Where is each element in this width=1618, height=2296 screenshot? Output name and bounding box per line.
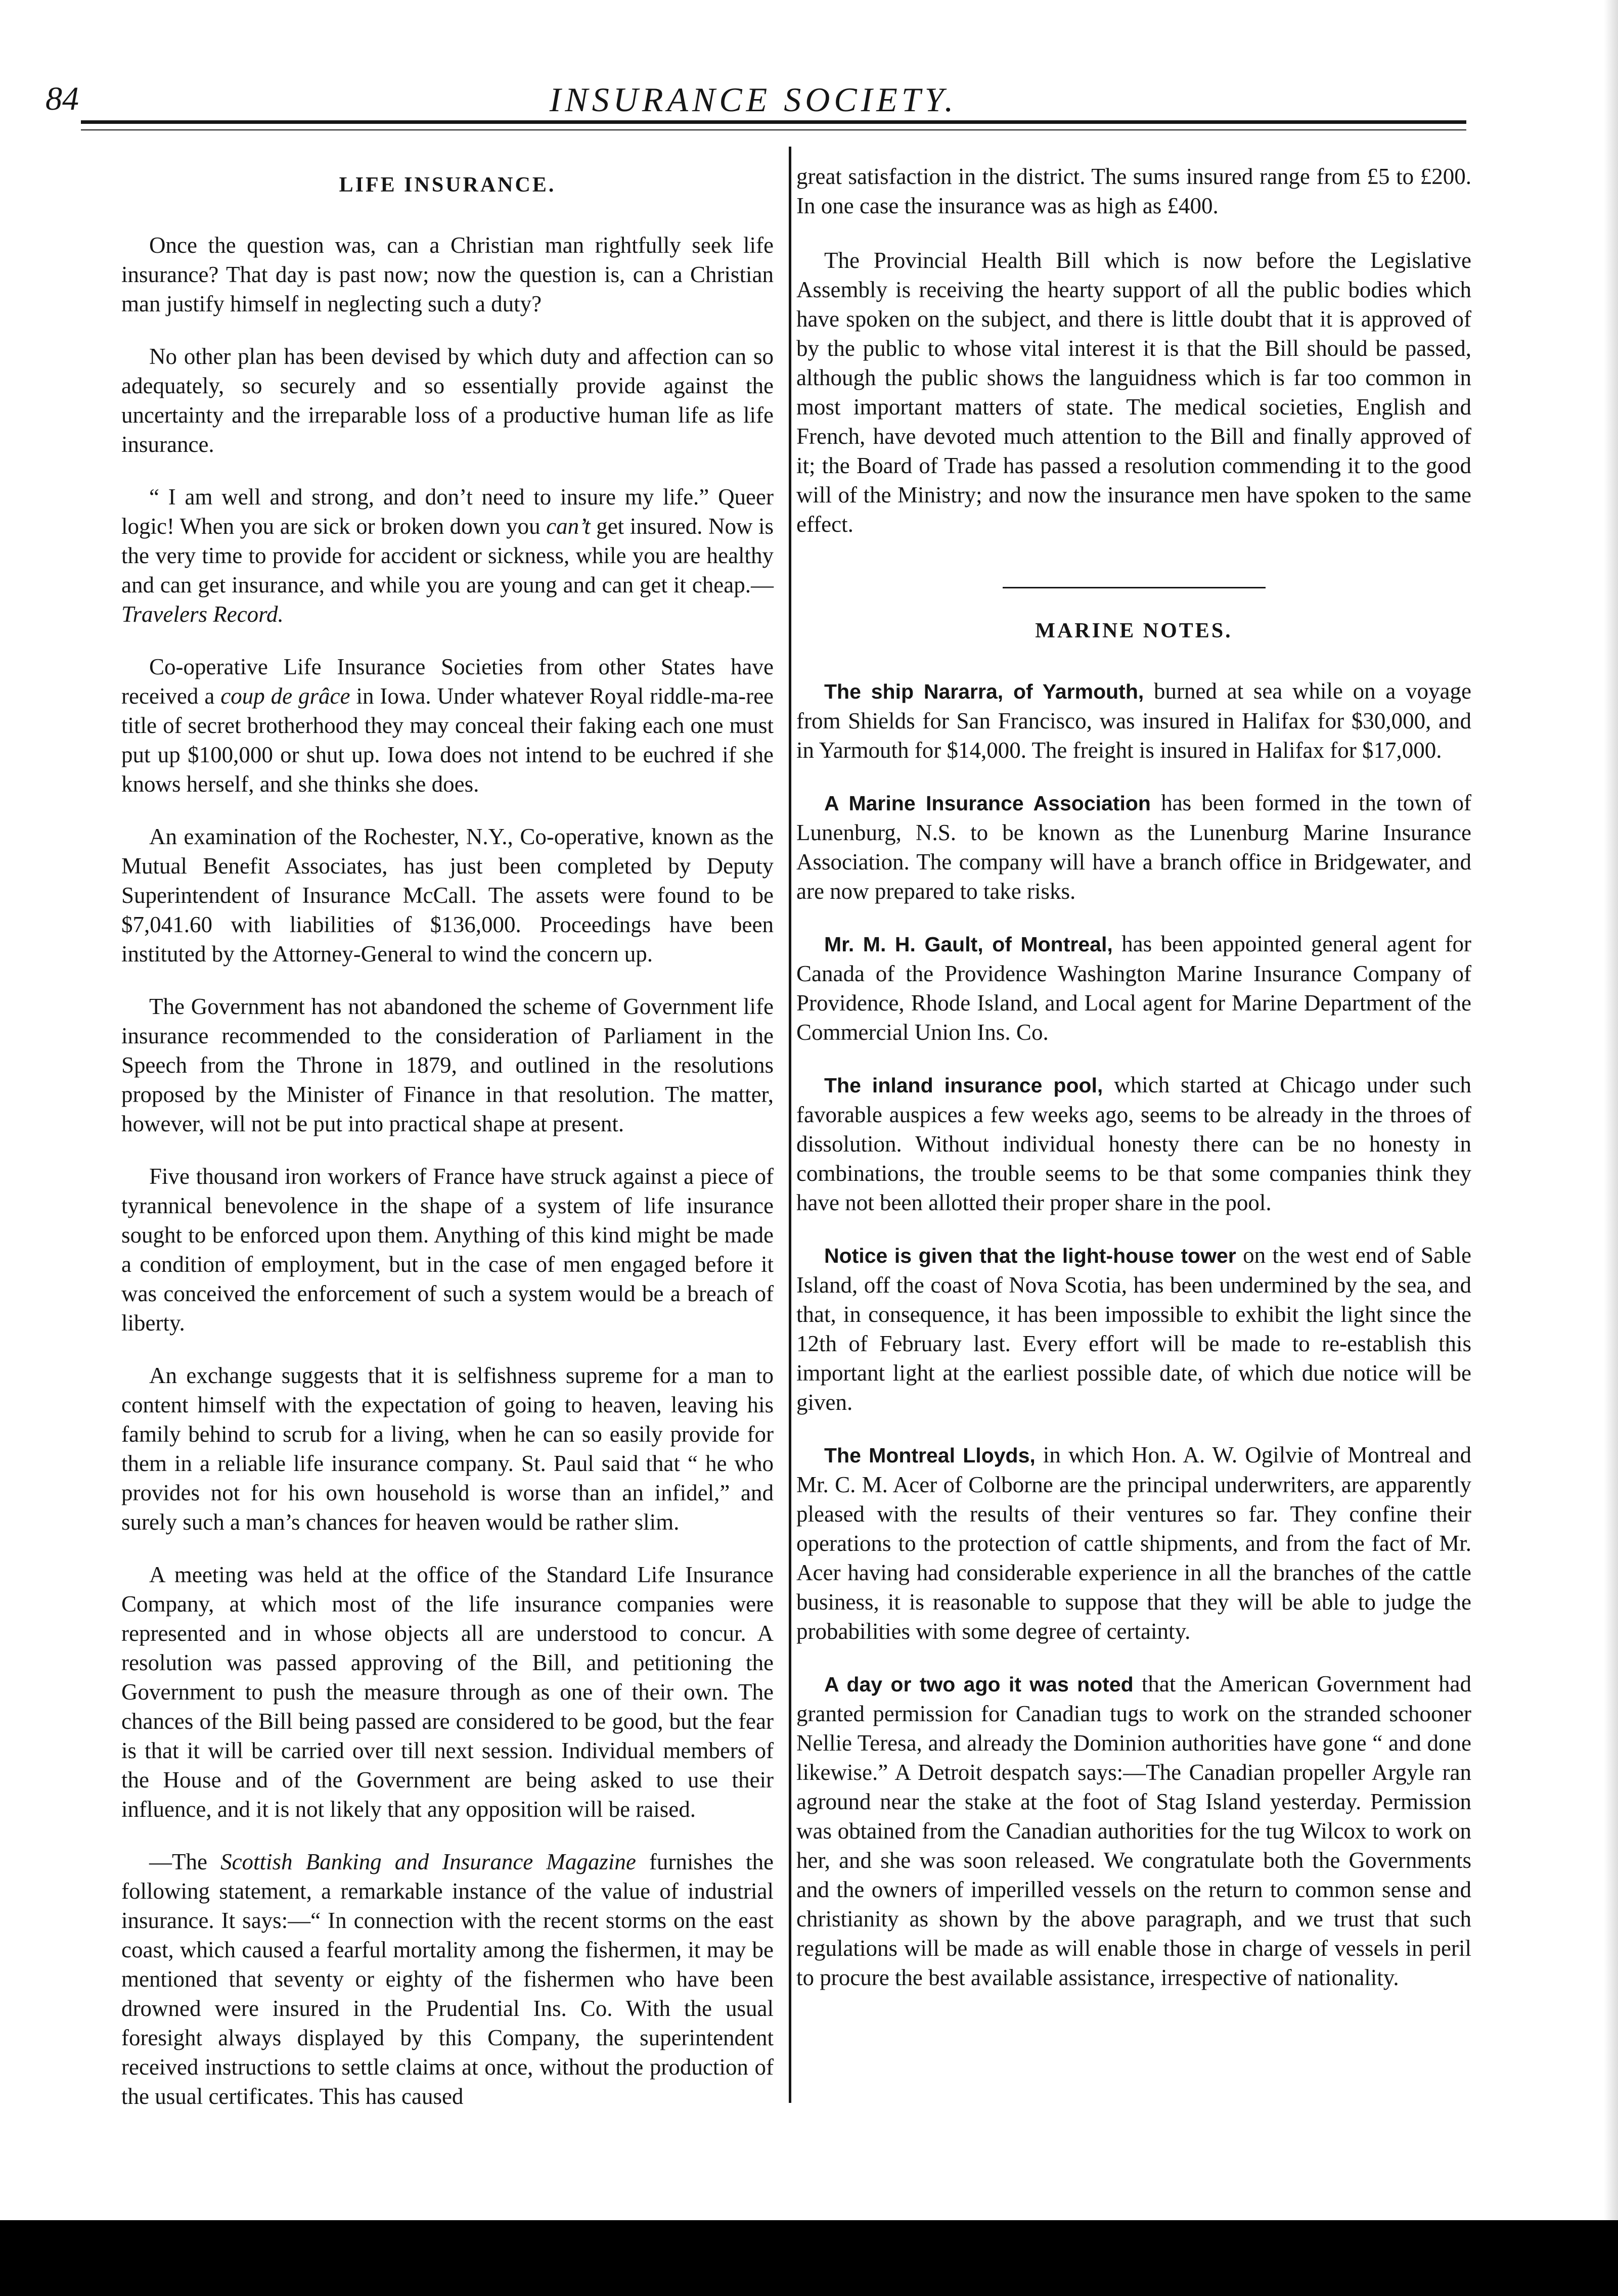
- paragraph-government-scheme: The Government has not abandoned the scheme of Government life insurance recommended to the consideration of Parliament in the Speech from the Throne in 1879, and outlined in the resolutions proposed by the Minister of Finance in that resolution. The matter, however, will not be put into practical shape at present.: [121, 994, 774, 1136]
- paragraph-continuation: great satisfaction in the district. The sums insured range from £5 to £200. In one case the insurance was as high as £400.: [796, 164, 1471, 218]
- section-divider: [1003, 587, 1266, 588]
- running-title: INSURANCE SOCIETY.: [549, 80, 958, 119]
- text-run: get insured. Now is the very time to provide for accident or sickness, while you are healthy and can get insurance, and while you are young and can get it cheap.—: [121, 514, 774, 598]
- marine-note: [796, 1070, 1471, 1217]
- note-lead: The ship Nararra, of Yarmouth,: [824, 680, 1144, 703]
- note-text: that the American Government had granted permission for Canadian tugs to work on the stranded schooner Nellie Teresa, and already the Dominion authorities have gone “ and done likewise.” A Detroit despatch says:—The Canadian propeller Argyle ran aground near the stake at the foot of Stag Island yesterday. Permission was obtained from the Canadian authorities for the tug Wilcox to work on her, and she was soon released. We congratulate both the Governments and the owners of imperilled vessels on the return to common sense and christianity as shown by the above paragraph, and we trust that such regulations will be made as will enable those in charge of vessels in peril to procure the best available assistance, irrespective of nationality.: [796, 1671, 1471, 1990]
- column-divider: [789, 147, 791, 2103]
- marine-note: [796, 1440, 1471, 1646]
- note-lead: The inland insurance pool,: [824, 1074, 1103, 1097]
- header-rule-thin: [81, 129, 1466, 130]
- paragraph-iron-workers: Five thousand iron workers of France have struck against a piece of tyrannical benevolence in the shape of a system of life insurance sought to be enforced upon them. Anything of this kind might be made a condition of employment, but in the case of men engaged before it was conceived the enforcement of such a system would be a breach of liberty.: [121, 1164, 774, 1336]
- paragraph-duty-affection: No other plan has been devised by which duty and affection can so adequately, so securely and so essentially provide against the uncertainty and the irreparable loss of a productive human life as life insurance.: [121, 344, 774, 457]
- paragraph-queer-logic: [121, 482, 774, 629]
- note-lead: Notice is given that the light-house tower: [824, 1244, 1236, 1267]
- life-insurance-heading: LIFE INSURANCE.: [339, 173, 556, 197]
- marine-note: [796, 788, 1471, 906]
- paragraph-standard-life: A meeting was held at the office of the Standard Life Insurance Company, at which most of the life insurance companies were represented and in whose objects all are understood to concur. A resolution was passed approving of the Bill, and petitioning the Government to push the measure through as one of their own. The chances of the Bill being passed are considered to be good, but the fear is that it will be carried over till next session. Individual members of the House and of the Government are being asked to use their influence, and it is not likely that any opposition will be raised.: [121, 1562, 774, 1822]
- note-lead: A Marine Insurance Association: [824, 792, 1151, 815]
- note-lead: A day or two ago it was noted: [824, 1673, 1134, 1696]
- text-run: in Iowa. Under whatever Royal riddle-ma-ree title of secret brotherhood they may conceal their faking each one must put up $100,000 or shut up. Iowa does not intend to be euchred if she knows herself, and she thinks she does.: [121, 683, 774, 797]
- marine-notes-list: [796, 676, 1471, 1992]
- note-lead: Mr. M. H. Gault, of Montreal,: [824, 933, 1113, 956]
- note-lead: The Montreal Lloyds,: [824, 1444, 1036, 1467]
- note-text: in which Hon. A. W. Ogilvie of Montreal and Mr. C. M. Acer of Colborne are the principal underwriters, are apparently pleased with the results of their ventures so far. They confine their operations to the protection of cattle shipments, and from the fact of Mr. Acer having had considerable experience in all the branches of the cattle business, it is reasonable to suppose that they will be able to judge the probabilities with some degree of certainty.: [796, 1442, 1471, 1644]
- note-text: which started at Chicago under such favorable auspices a few weeks ago, seems to be already in the throes of dissolution. Without individual honesty there can be no honesty in combinations, the trouble seems to be that some companies think they have not been allotted their proper share in the pool.: [796, 1072, 1471, 1215]
- paragraph-christian-man: Once the question was, can a Christian man rightfully seek life insurance? That day is past now; now the question is, can a Christian man justify himself in neglecting such a duty?: [121, 233, 774, 316]
- text-run: —The: [149, 1849, 221, 1874]
- note-text: burned at sea while on a voyage from Shields for San Francisco, was insured in Halifax for $30,000, and in Yarmouth for $14,000. The freight is insured in Halifax for $17,000.: [796, 678, 1471, 763]
- note-text: has been formed in the town of Lunenburg, N.S. to be known as the Lunenburg Marine Insurance Association. The company will have a branch office in Bridgewater, and are now prepared to take risks.: [796, 790, 1472, 904]
- note-text: on the west end of Sable Island, off the coast of Nova Scotia, has been undermined by the sea, and that, in consequence, it has been impossible to exhibit the light since the 12th of February last. Every effort will be made to re-establish this important light at the earliest possible date, of which due notice will be given.: [796, 1243, 1471, 1415]
- header-rule-thick: [81, 120, 1466, 124]
- paragraph-rochester: An examination of the Rochester, N.Y., Co-operative, known as the Mutual Benefit Associates, has just been completed by Deputy Superintendent of Insurance McCall. The assets were found to be $7,041.60 with liabilities of $136,000. Proceedings have been instituted by the Attorney-General to wind the concern up.: [121, 824, 774, 967]
- marine-note: [796, 1241, 1471, 1417]
- right-column: [796, 162, 1471, 2015]
- text-run: furnishes the following statement, a remarkable instance of the value of industrial insurance. It says:—“ In connection with the recent storms on the east coast, which caused a fearful mortality among the fishermen, it may be mentioned that seventy or eighty of the fishermen who have been drowned were insured in the Prudential Ins. Co. With the usual foresight always displayed by this Company, the superintendent received instructions to settle claims at once, without the production of the usual certificates. This has caused: [121, 1849, 774, 2109]
- marine-note: [796, 1669, 1471, 1992]
- left-column: [121, 162, 774, 2134]
- paragraph-scottish-banking: [121, 1847, 774, 2111]
- source-citation: Travelers Record.: [121, 602, 284, 627]
- paragraph-selfishness: An exchange suggests that it is selfishness supreme for a man to content himself with the expectation of going to heaven, leaving his family behind to scrub for a living, when he can so easily provide for them in a reliable life insurance company. St. Paul said that “ he who provides not for his own household is worse than an infidel,” and surely such a man’s chances for heaven would be rather slim.: [121, 1363, 774, 1535]
- paragraph-health-bill: The Provincial Health Bill which is now before the Legislative Assembly is receiving the hearty support of all the public bodies which have spoken on the subject, and there is little doubt that it is approved of by the public to whose vital interest it is that the Bill should be passed, although the public shows the languidness which is far too common in most important matters of state. The medical societies, English and French, have devoted much attention to the Bill and finally approved of it; the Board of Trade has passed a resolution commending it to the good will of the Ministry; and now the insurance men have spoken to the same effect.: [796, 248, 1471, 537]
- publication-title: Scottish Banking and Insurance Magazine: [220, 1849, 636, 1874]
- scan-bottom-band: [0, 2220, 1618, 2296]
- paragraph-iowa: [121, 652, 774, 799]
- page-number: 84: [46, 80, 79, 117]
- text-run: “ I am well and strong, and don’t need to insure my life.” Queer logic! When you are sick or broken down you: [121, 484, 774, 539]
- emphasis: coup de grâce: [220, 683, 350, 709]
- emphasis: can’t: [546, 514, 591, 539]
- text-run: Co-operative Life Insurance Societies from other States have received a: [121, 654, 774, 709]
- marine-note: [796, 676, 1471, 765]
- page-edge-shadow: [1604, 0, 1618, 2220]
- marine-notes-heading: MARINE NOTES.: [1035, 619, 1233, 642]
- note-text: has been appointed general agent for Canada of the Providence Washington Marine Insurance Company of Providence, Rhode Island, and Local agent for Marine Department of the Commercial Union Ins. Co.: [796, 931, 1471, 1045]
- marine-note: [796, 929, 1471, 1047]
